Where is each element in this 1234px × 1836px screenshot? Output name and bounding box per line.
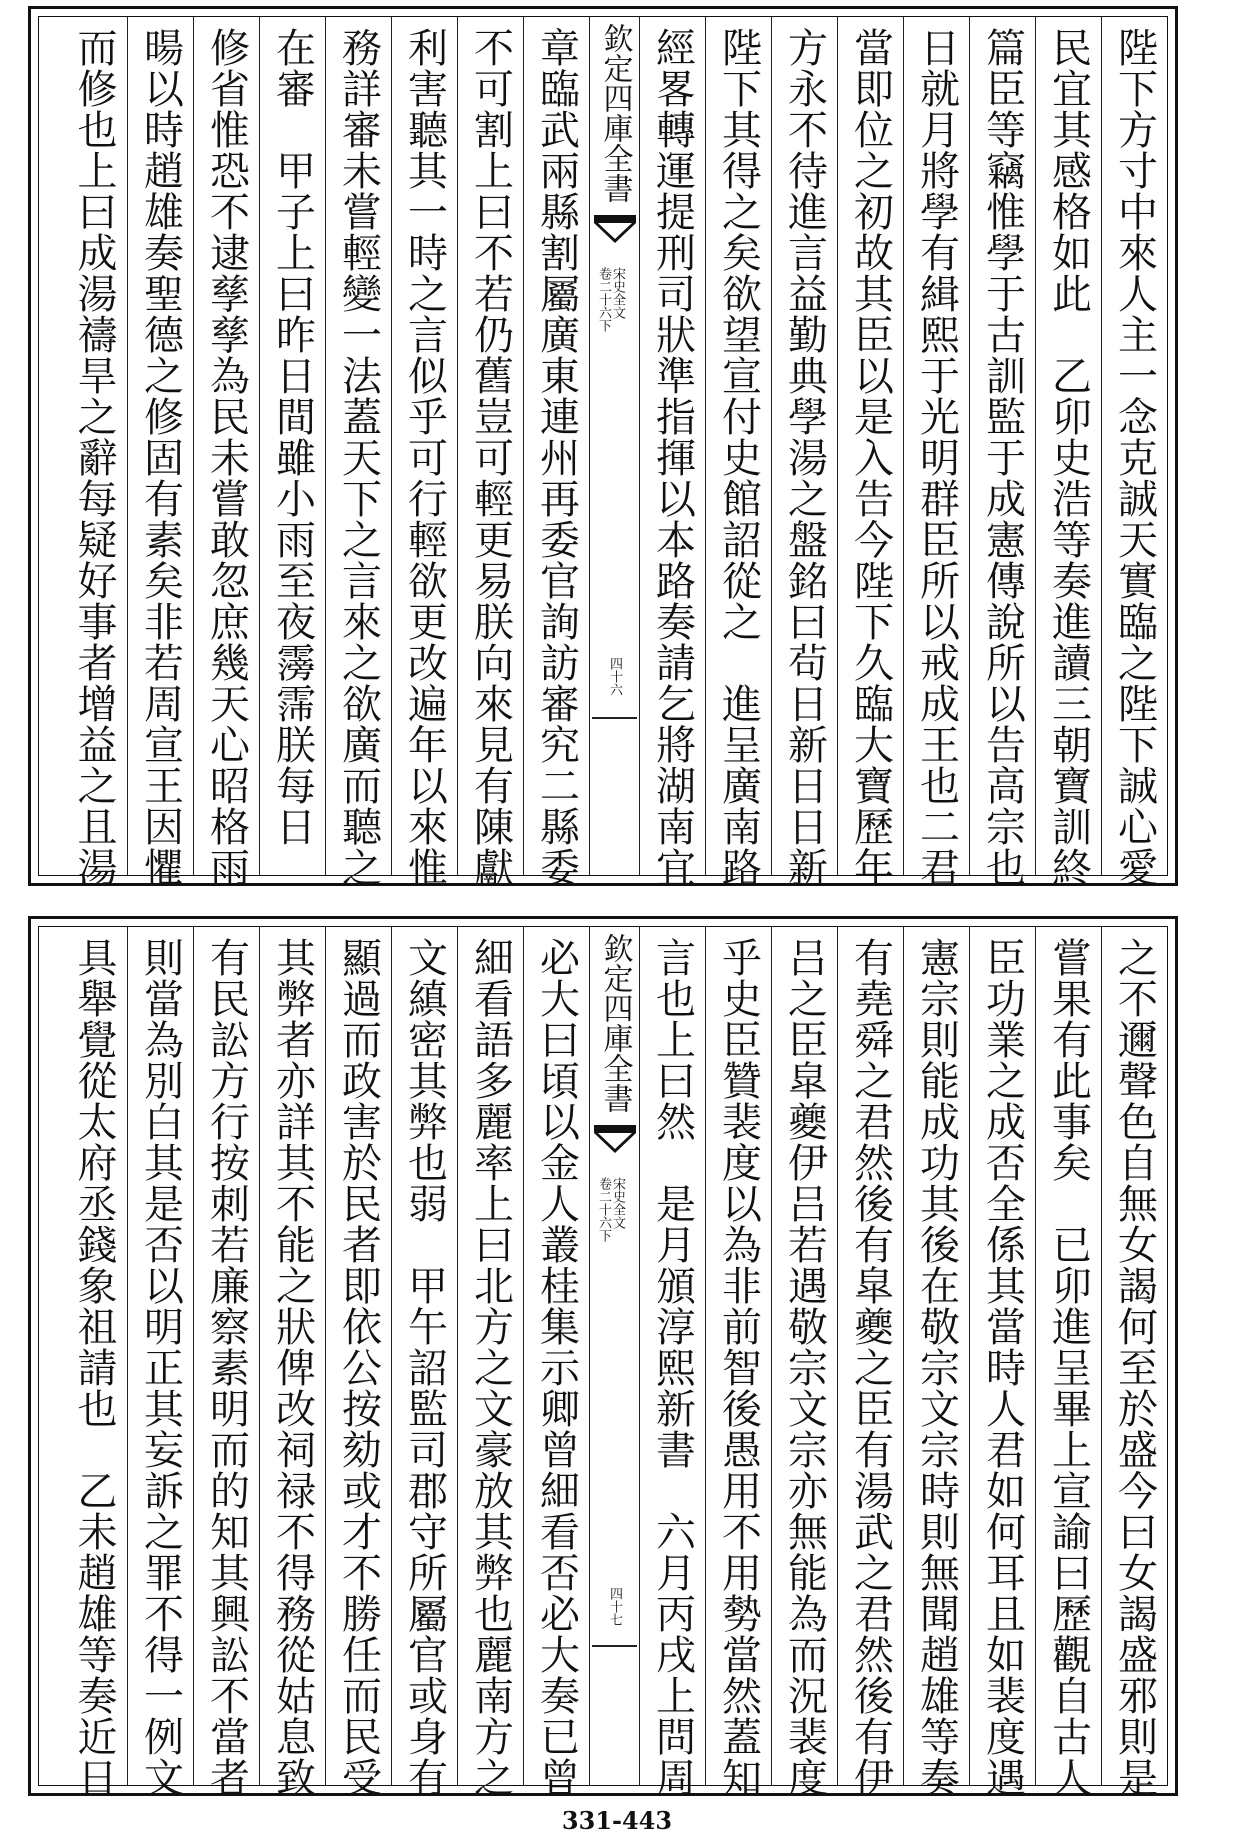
text-column: 務詳審未嘗輕變一法蓋天下之言來之欲廣而聽之 bbox=[325, 17, 391, 875]
text-column: 具舉覺從太府丞錢象祖請也 乙未趙雄等奏近日 bbox=[71, 937, 117, 1798]
text-column: 陛下其得之矣欲望宣付史館詔從之 進呈廣南路 bbox=[705, 17, 771, 875]
divider bbox=[592, 1645, 637, 1647]
text-column: 則當為別白其是否以明正其妄訴之罪不得一例文 bbox=[127, 927, 193, 1785]
center-margin-column bbox=[589, 927, 639, 1785]
page-number: 四十六 bbox=[607, 657, 622, 696]
text-column: 章臨武兩縣割屬廣東連州再委官詢訪審究二縣委 bbox=[523, 17, 589, 875]
text-column: 吕之臣皐夔伊吕若遇敬宗文宗亦無能為而況裴度 bbox=[771, 927, 837, 1785]
top-page-frame bbox=[38, 16, 1168, 888]
text-column: 嘗果有此事矣 已卯進呈畢上宣諭曰歷觀自古人 bbox=[1035, 927, 1101, 1785]
text-column: 修省惟恐不逮孳孳為民未嘗敢忽庶幾天心昭格雨 bbox=[193, 17, 259, 875]
bottom-page-frame bbox=[38, 926, 1168, 1798]
text-column: 篇臣等竊惟學于古訓監于成憲傳說所以告高宗也 bbox=[969, 17, 1035, 875]
volume-title: 宋史全文 bbox=[610, 267, 625, 319]
text-column: 有民訟方行按刺若廉察素明而的知其興訟不當者 bbox=[193, 927, 259, 1785]
center-margin-column bbox=[589, 17, 639, 875]
divider bbox=[592, 717, 637, 719]
text-column: 憲宗則能成功其後在敬宗文宗時則無聞趙雄等奏 bbox=[903, 927, 969, 1785]
text-column: 言也上曰然 是月頒淳熙新書 六月丙戌上問周 bbox=[639, 927, 705, 1785]
text-column: 不可割上曰不若仍舊豈可輕更易朕向來見有陳獻 bbox=[457, 17, 523, 875]
text-column: 乎史臣贊裴度以為非前智後愚用不用勢當然蓋知 bbox=[705, 927, 771, 1785]
top-page bbox=[28, 6, 1178, 886]
text-column: 方永不待進言益勤典學湯之盤銘曰茍日新日日新 bbox=[771, 17, 837, 875]
volume-label bbox=[596, 1177, 624, 1242]
text-column: 暘以時趙雄奏聖德之修固有素矣非若周宣王因懼 bbox=[127, 17, 193, 875]
book-title: 欽定四庫全書 bbox=[597, 933, 633, 1113]
text-column: 陛下方寸中來人主一念克誠天實臨之陛下誠心愛 bbox=[1101, 17, 1167, 875]
text-column: 在審 甲子上曰昨日間雖小雨至夜霶霈朕每日 bbox=[259, 17, 325, 875]
volume-label bbox=[596, 267, 624, 332]
text-column: 有堯舜之君然後有皐夔之臣有湯武之君然後有伊 bbox=[837, 927, 903, 1785]
fish-tail-mark-icon bbox=[594, 215, 636, 243]
volume-chapter: 卷二十六下 bbox=[596, 267, 611, 332]
text-column: 利害聽其一時之言似乎可行輕欲更改遍年以來惟 bbox=[391, 17, 457, 875]
text-column: 之不邇聲色自無女謁何至於盛今曰女謁盛邪則是 bbox=[1101, 927, 1167, 1785]
fish-tail-mark-icon bbox=[594, 1125, 636, 1153]
text-column: 經畧轉運提刑司狀準指揮以本路奏請乞將湖南宜 bbox=[639, 17, 705, 875]
volume-chapter: 卷二十六下 bbox=[596, 1177, 611, 1242]
text-column: 文縝密其弊也弱 甲午詔監司郡守所屬官或身有 bbox=[391, 927, 457, 1785]
book-title: 欽定四庫全書 bbox=[597, 23, 633, 203]
text-column: 民宜其感格如此 乙卯史浩等奏進讀三朝寶訓終 bbox=[1035, 17, 1101, 875]
text-column: 細看語多麗率上曰北方之文豪放其弊也麗南方之 bbox=[457, 927, 523, 1785]
text-column: 其弊者亦詳其不能之狀俾改祠禄不得務從姑息致 bbox=[259, 927, 325, 1785]
bottom-page-columns bbox=[39, 927, 1167, 1798]
text-column: 日就月將學有緝熙于光明群臣所以戒成王也二君 bbox=[903, 17, 969, 875]
page-number: 四十七 bbox=[607, 1587, 622, 1626]
page-code: 331-443 bbox=[561, 1806, 673, 1835]
top-page-columns bbox=[39, 17, 1167, 888]
text-column: 顯過而政害於民者即依公按劾或才不勝任而民受 bbox=[325, 927, 391, 1785]
text-column: 而修也上曰成湯禱旱之辭每疑好事者增益之且湯 bbox=[71, 27, 117, 888]
text-column: 當即位之初故其臣以是入告今陛下久臨大寶歷年 bbox=[837, 17, 903, 875]
bottom-page bbox=[28, 916, 1178, 1796]
volume-title: 宋史全文 bbox=[610, 1177, 625, 1229]
text-column: 臣功業之成否全係其當時人君如何耳且如裴度遇 bbox=[969, 927, 1035, 1785]
text-column: 必大曰頃以金人叢桂集示卿曾細看否必大奏已曾 bbox=[523, 927, 589, 1785]
